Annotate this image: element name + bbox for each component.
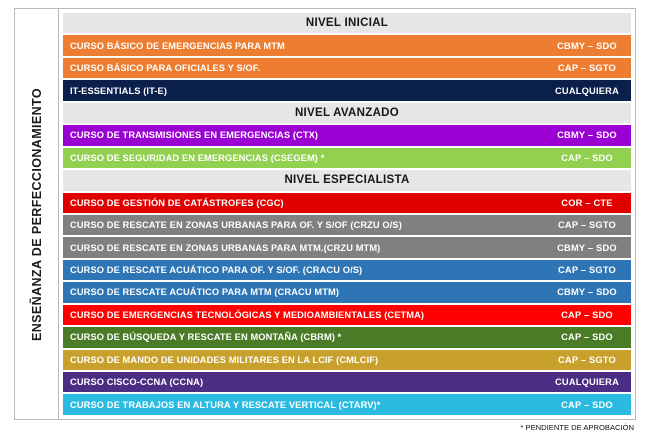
course-name: CURSO DE SEGURIDAD EN EMERGENCIAS (CSEGEM) * [63,148,543,168]
course-name: CURSO DE BÚSQUEDA Y RESCATE EN MONTAÑA (CBRM) * [63,327,543,347]
vertical-title-bar [15,9,59,419]
rank-range: CAP – SDO [543,394,631,414]
vertical-title: ENSEÑANZA DE PERFECCIONAMIENTO [29,87,44,341]
course-row [63,260,631,280]
course-name: CURSO DE RESCATE EN ZONAS URBANAS PARA MTM.(CRZU MTM) [63,237,543,257]
course-row [63,282,631,302]
rank-range: CUALQUIERA [543,372,631,392]
rank-range: COR – CTE [543,193,631,213]
course-name: CURSO DE TRABAJOS EN ALTURA Y RESCATE VERTICAL (CTARV)* [63,394,543,414]
course-row [63,327,631,347]
course-row [63,305,631,325]
chart-frame [14,8,636,420]
course-name: CURSO DE RESCATE EN ZONAS URBANAS PARA OF. Y S/OF (CRZU O/S) [63,215,543,235]
course-row [63,372,631,392]
rank-range: CBMY – SDO [543,125,631,145]
course-name: CURSO BÁSICO PARA OFICIALES Y S/OF. [63,58,543,78]
course-name: CURSO DE RESCATE ACUÁTICO PARA MTM (CRACU MTM) [63,282,543,302]
course-name: IT-ESSENTIALS (IT-E) [63,80,543,100]
rank-range: CAP – SDO [543,305,631,325]
course-row [63,35,631,55]
course-name: CURSO DE GESTIÓN DE CATÁSTROFES (CGC) [63,193,543,213]
course-name: CURSO CISCO-CCNA (CCNA) [63,372,543,392]
rank-range: CAP – SDO [543,148,631,168]
course-name: CURSO DE RESCATE ACUÁTICO PARA OF. Y S/OF. (CRACU O/S) [63,260,543,280]
rank-range: CBMY – SDO [543,237,631,257]
course-row [63,193,631,213]
section-header: NIVEL AVANZADO [63,103,631,123]
course-name: CURSO DE MANDO DE UNIDADES MILITARES EN LA LCIF (CMLCIF) [63,350,543,370]
course-name: CURSO DE EMERGENCIAS TECNOLÓGICAS Y MEDIOAMBIENTALES (CETMA) [63,305,543,325]
rank-range: CUALQUIERA [543,80,631,100]
rank-range: CAP – SGTO [543,215,631,235]
levels-table [59,9,635,419]
course-row [63,394,631,414]
rank-range: CAP – SGTO [543,260,631,280]
rank-range: CBMY – SDO [543,35,631,55]
course-row [63,125,631,145]
course-name: CURSO DE TRANSMISIONES EN EMERGENCIAS (CTX) [63,125,543,145]
rank-range: CBMY – SDO [543,282,631,302]
rank-range: CAP – SGTO [543,58,631,78]
course-name: CURSO BÁSICO DE EMERGENCIAS PARA MTM [63,35,543,55]
section-header: NIVEL INICIAL [63,13,631,33]
course-row [63,215,631,235]
footnote: * PENDIENTE DE APROBACIÓN [520,423,634,432]
rank-range: CAP – SGTO [543,350,631,370]
course-row [63,350,631,370]
course-row [63,148,631,168]
section-header: NIVEL ESPECIALISTA [63,170,631,190]
course-row [63,237,631,257]
course-row [63,58,631,78]
rank-range: CAP – SDO [543,327,631,347]
course-row [63,80,631,100]
